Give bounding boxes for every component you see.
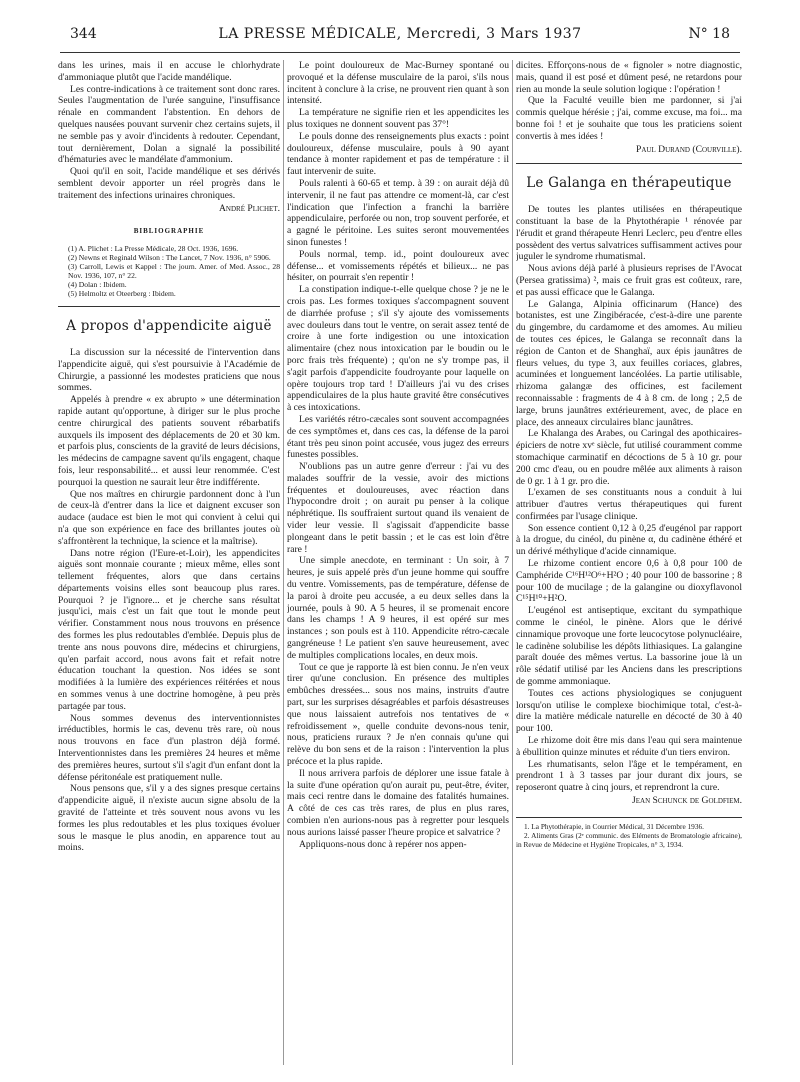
paragraph: Toutes ces actions physiologiques se conjuguent lorsqu'on utilise le complexe biochimique total, c'est-à-dire la matière médicale naturelle en décocté de 30 à 40 pour 100. xyxy=(516,687,742,735)
footnote-rule xyxy=(516,817,742,818)
paragraph: Dans notre région (l'Eure-et-Loir), les appendicites aiguës sont monnaie courante ; mieux même, elles sont tellement fréquentes, alors que dans certains départements voisins elles sont beaucoup plus rares. Pourquoi ? je l'ignore... et je cherche sans résultat jusqu'ici, mais c'est un fait que tout le monde peut vérifier. Constamment nous nous trouvons en présence des formes les plus redoutables d'emblée. Depuis plus de trente ans nous pouvons dire, médecins et chirurgiens, qu'en parfait accord, nous avons fait et refait notre éducation touchant la question. Nos idées se sont modifiées à la lumière des expériences réitérées et nous en sommes venus à une doctrine homogène, à peu près partagée par tous. xyxy=(58,547,280,712)
paragraph: Une simple anecdote, en terminant : Un soir, à 7 heures, je suis appelé près d'un jeune homme qui souffre du ventre. Vomissements, pas de température, défense de la paroi à droite peu accusée, a eu deux selles dans la journée, pouls à 90. A 5 heures, il se promenait encore dans les champs ! A 9 heures, il est opéré sur mes instances ; son pouls est à 110. Appendicite rétro-cæcale gangréneuse ! Le patient s'en sauve heureusement, avec de multiples complications locales, en deux mois. xyxy=(287,555,509,661)
paragraph: La température ne signifie rien et les appendicites les plus toxiques ne donnent souvent pas 37°! xyxy=(287,107,509,130)
paragraph: Que nos maîtres en chirurgie pardonnent donc à l'un de ceux-là d'entrer dans la lice et daignent excuser son audace (audace est bien le mot qui convient à celui qui n'a que son expérience en face des brillantes joutes où s'affrontèrent la technique, la science et la maîtrise). xyxy=(58,488,280,547)
bibliography-item: (1) A. Plichet : La Presse Médicale, 28 Oct. 1936, 1696. xyxy=(68,244,239,254)
paragraph: Le rhizome contient encore 0,6 à 0,8 pour 100 de Camphéride C¹⁶H¹²O⁶+H²O ; 40 pour 100 de bassorine ; 8 pour 100 de mucilage ; de la galangine ou dioxyflavonol C¹⁵H¹⁰+H²O. xyxy=(516,558,742,605)
paragraph: Nous pensons que, s'il y a des signes presque certains d'appendicite aiguë, il n'existe aucun signe absolu de la gravité de l'atteinte et très souvent nous avons vu les formes les plus redoutables et les plus toxiques évoluer sous le masque le plus anodin, en apparence tout au moins. xyxy=(58,783,280,854)
paragraph: Les variétés rétro-cæcales sont souvent accompagnées de ces symptômes et, dans ces cas, la défense de la paroi étant très peu sinon point accusée, vous jugez des erreurs funestes possibles. xyxy=(287,413,509,461)
author-signature: Paul Durand (Courville). xyxy=(636,143,742,155)
paragraph: Nous avions déjà parlé à plusieurs reprises de l'Avocat (Persea gratissima) ², mais ce fruit gras est coûteux, rare, et pas aussi efficace que le Galanga. xyxy=(516,263,742,298)
paragraph: L'examen de ses constituants nous a conduit à lui attribuer d'autres vertus thérapeutiques qui furent confirmées par l'usage clinique. xyxy=(516,487,742,522)
column-1 xyxy=(58,60,280,1080)
paragraph: Appliquons-nous donc à repérer nos appen- xyxy=(299,838,467,850)
page-number: 344 xyxy=(70,26,97,42)
paragraph: Tout ce que je rapporte là est bien connu. Je n'en veux tirer qu'une conclusion. En présence des multiples embûches dressées... sous nos mains, instruits d'autre part, sur les surprises désagréables et parfois désastreuses que nous laissaient autrefois nos tentatives de « refroidissement », quelle conduite devons-nous tenir, nous, praticiens ruraux ? Je n'en connais qu'une qui relève du bon sens et de la raison : l'intervention la plus précoce et la plus rapide. xyxy=(287,661,509,768)
paragraph: Quoi qu'il en soit, l'acide mandélique et ses dérivés semblent devoir apporter un réel progrès dans le traitement des infections urinaires chroniques. xyxy=(58,166,280,201)
bibliography-item: (2) Newns et Reginald Wilson : The Lancet, 7 Nov. 1936, n° 5906. xyxy=(68,253,271,263)
page-header xyxy=(70,26,730,48)
paragraph: Les rhumatisants, selon l'âge et le tempérament, en prendront 1 à 3 tasses par jour durant dix jours, se reposeront quatre à cinq jours, et reprendront la cure. xyxy=(516,758,742,794)
issue-number: N° 18 xyxy=(688,26,730,42)
paragraph: Le rhizome doit être mis dans l'eau qui sera maintenue à ébullition quinze minutes et réduite d'un tiers environ. xyxy=(516,735,742,758)
paragraph: Le point douloureux de Mac-Burney spontané ou provoqué et la défense musculaire de la paroi, s'ils nous incitent à conclure à la crise, ne prouvent rien quant à son intensité. xyxy=(287,60,509,107)
paragraph: La discussion sur la nécessité de l'intervention dans l'appendicite aiguë, qui s'est poursuivie à l'Académie de Chirurgie, a passionné les modestes praticiens que nous sommes. xyxy=(58,346,280,394)
column-divider xyxy=(512,60,513,1065)
paragraph: dicites. Efforçons-nous de « fignoler » notre diagnostic, mais, quand il est posé et dûment pesé, ne retardons pour rien au monde la seule solution logique : l'opération ! xyxy=(516,60,742,95)
article-title: Le Galanga en thérapeutique xyxy=(516,163,742,190)
bibliography-item: (3) Carroll, Lewis et Kappel : The journ. Amer. of Med. Assoc., 28 Nov. 1936, 107, n° 22. xyxy=(68,262,280,281)
paragraph: L'eugénol est antiseptique, excitant du sympathique comme le cinéol, le pinène. Alors que le dérivé cinnamique provoque une forte leucocytose polynucléaire, le cadinène solubilise les dépôts lithiasiques. La galangine paraît douée des mêmes vertus. La bassorine joue là un rôle sédatif utilisé par les Anciens dans les prescriptions de gomme ammoniaque. xyxy=(516,605,742,688)
paragraph: Que la Faculté veuille bien me pardonner, si j'ai commis quelque hérésie ; j'ai, comme excuse, ma foi... ma bonne foi ! et je souhaite que tous les praticiens soient convertis à mes idées ! xyxy=(516,95,742,142)
bibliography-heading: BIBLIOGRAPHIE xyxy=(133,227,205,236)
paragraph: Pouls normal, temp. id., point douloureux avec défense... et vomissements répétés et bilieux... ne pas hésiter, on pourrait s'en repentir ! xyxy=(287,248,509,284)
paragraph: Le Khalanga des Arabes, ou Caringal des apothicaires-épiciers de notre xvᵉ siècle, fut utilisé couramment comme stomachique carminatif en décoctions de 5 à 10 gr. pour 200 cmc d'eau, ou en poudre mêlée aux aliments à raison de 0 gr. 1 à 1 gr. pro die. xyxy=(516,428,742,487)
bibliography-item: (5) Helmoltz et Oteerberg : Ibidem. xyxy=(68,289,176,299)
paragraph: Appelés à prendre « ex abrupto » une détermination rapide autant qu'opportune, à diriger sur le plus proche centre chirurgical des patients souvent rébarbatifs auxquels ils imposent des déplacements de 20 et 30 km. et parfois plus, conscients de la gravité de leurs décisions, les médecins de campagne savent qu'ils engagent, chaque fois, leur responsabilité... et aussi leur renommée. C'est pourquoi la question ne saurait leur être indifférente. xyxy=(58,394,280,488)
column-2 xyxy=(287,60,509,1080)
footnote: 2. Aliments Gras (2ᵉ communic. des Eléments de Bromatologie africaine), in Revue de Médecine et Hygiène Tropicales, n° 3, 1934. xyxy=(516,830,742,849)
paragraph: Le Galanga, Alpinia officinarum (Hance) des botanistes, est une Zingibéracée, c'est-à-dire une parente du gingembre, du cardamome et des amomes. Au milieu de toutes ces épices, le Galanga se reconnaît dans la région de Canton et de Shanghaï, aux épis jaunâtres de fleurs velues, du type 3, aux feuilles coriaces, glabres, acuminées et longuement lancéolées. La partie utilisable, rhizoma galangæ des officines, est facilement reconnaissable : fragments de 4 à 8 cm. de long ; 2,5 de large, bruns jaunâtres extérieurement, avec, de place en place, des anneaux circulaires blanc jaunâtres. xyxy=(516,298,742,428)
paragraph: N'oublions pas un autre genre d'erreur : j'ai vu des malades souffrir de la vessie, avoir des mictions fréquentes et douloureuses, avec réaction dans l'hypocondre droit ; on aurait pu penser à la colique néphrétique. Ils souffraient surtout quand ils venaient de vider leur vessie. Il s'agissait d'appendicite basse plongeant dans le petit bassin ; et le cas est loin d'être rare ! xyxy=(287,461,509,555)
paragraph: Le pouls donne des renseignements plus exacts : point douloureux, défense musculaire, pouls à 90 ayant tendance à monter rapidement et pas de température : il faut intervenir de suite. xyxy=(287,130,509,178)
journal-title: LA PRESSE MÉDICALE, Mercredi, 3 Mars 1937 xyxy=(218,26,582,42)
article-title: A propos d'appendicite aiguë xyxy=(58,306,280,333)
paragraph: La constipation indique-t-elle quelque chose ? je ne le crois pas. Les formes toxiques s'accompagnent souvent de diarrhée profuse ; s'il s'y ajoute des vomissements avec douleurs dans tout le ventre, on serait assez tenté de croire à une forte indigestion ou une intoxication alimentaire (chez nous intoxication par le boudin ou le porc frais très fréquente) ; qu'on ne s'y trompe pas, il s'agit parfois d'appendicite foudroyante pour laquelle on opère toujours trop tard ! D'ailleurs j'ai vu des crises appendiculaires de la plus haute gravité être consécutives à ces intoxications. xyxy=(287,284,509,414)
header-rule xyxy=(60,52,740,53)
paragraph: Les contre-indications à ce traitement sont donc rares. Seules l'augmentation de l'urée sanguine, l'insuffisance rénale en commandent l'abstention. En dehors de quelques nausées pouvant survenir chez certains sujets, il ne semble pas y avoir d'incidents à redouter. Cependant, tout dernièrement, Dolan a signalé la possibilité d'hématuries avec le mandélate d'ammonium. xyxy=(58,83,280,166)
author-signature: André Plichet. xyxy=(219,202,280,214)
column-divider xyxy=(283,60,284,1065)
paragraph: Pouls ralenti à 60-65 et temp. à 39 : on aurait déjà dû intervenir, il ne faut pas attendre ce moment-là, car c'est l'indication que l'infection a franchi la barrière appendiculaire, perforée ou non, trop souvent perforée, et a gagné le péritoine. Les suites seront mouvementées sinon funestes ! xyxy=(287,177,509,248)
footnote: 1. La Phytothérapie, in Courrier Médical, 31 Décembre 1936. xyxy=(524,821,704,831)
paragraph: Nous sommes devenus des interventionnistes irréductibles, hormis le cas, devenu très rare, où nous nous trouvons en face d'un plastron déjà formé. Interventionnistes dans les premières 24 heures et même des premières heures, surtout s'il s'agit d'un enfant dont la défense péritonéale est pratiquement nulle. xyxy=(58,712,280,783)
paragraph: Son essence contient 0,12 à 0,25 d'eugénol par rapport à la drogue, du cinéol, du pinène α, du cadinène éthéré et un dérivé méthylique d'acide cinnamique. xyxy=(516,522,742,558)
bibliography-item: (4) Dolan : Ibidem. xyxy=(68,280,127,290)
author-signature: Jean Schunck de Goldfiem. xyxy=(632,795,742,807)
paragraph: Il nous arrivera parfois de déplorer une issue fatale à la suite d'une opération qu'on aurait pu, peut-être, éviter, mais ceci rentre dans le domaine des fatalités humaines. A côté de ces cas très rares, de plus en plus rares, combien n'en aurions-nous pas à regretter pour lesquels nous aurions laissé passer l'heure propice et salvatrice ? xyxy=(287,767,509,838)
column-3 xyxy=(516,60,742,1080)
paragraph: De toutes les plantes utilisées en thérapeutique constituant la base de la Phytothérapie ¹ rénovée par l'érudit et grand thérapeute Henri Leclerc, peu d'entre elles possèdent des vertus salvatrices suffisamment actives pour juguler le syndrome rhumatismal. xyxy=(516,204,742,263)
paragraph: dans les urines, mais il en accuse le chlorhydrate d'ammoniaque plutôt que l'acide mandélique. xyxy=(58,60,280,83)
